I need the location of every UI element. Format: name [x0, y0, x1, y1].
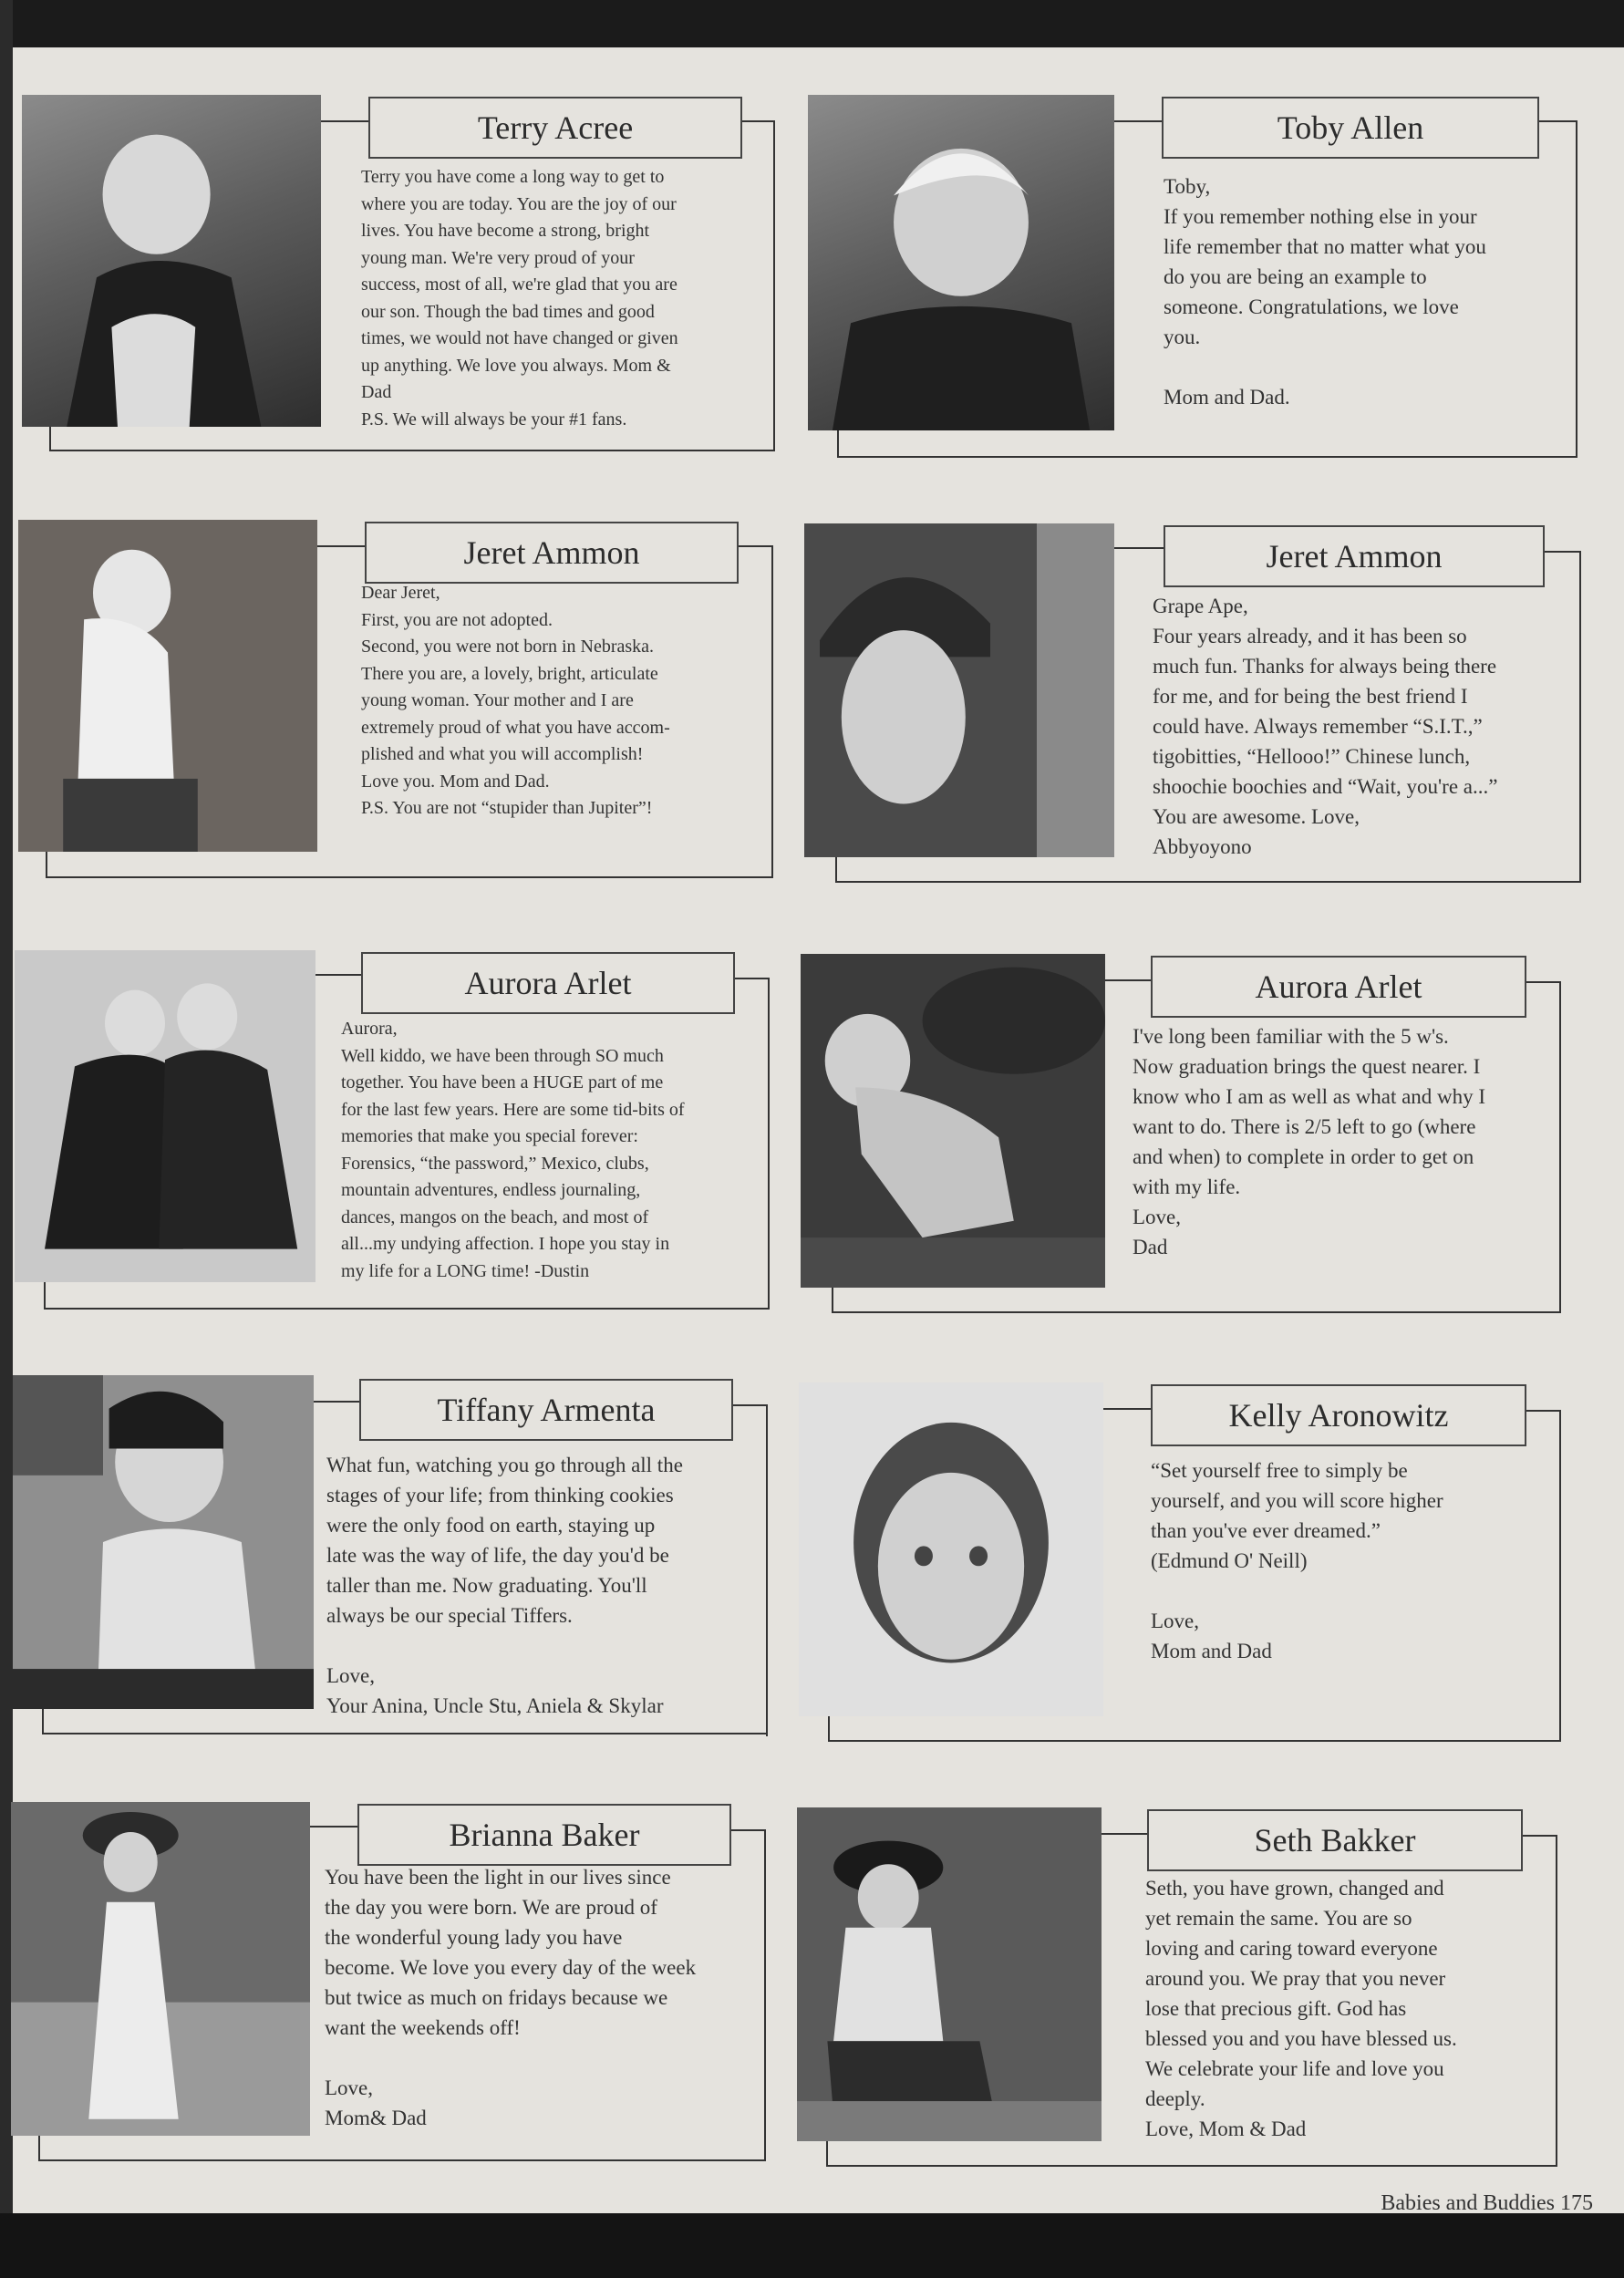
student-name: Kelly Aronowitz — [1228, 1397, 1449, 1434]
bracket-right — [1579, 551, 1581, 883]
bracket-left — [837, 430, 839, 458]
name-box — [357, 1804, 731, 1866]
bracket-right — [1559, 1410, 1561, 1742]
name-box — [1151, 1384, 1526, 1446]
bracket-top — [1537, 120, 1577, 122]
name-box — [365, 522, 739, 584]
bracket-right — [766, 1404, 768, 1736]
bracket-bottom — [44, 1308, 770, 1310]
photo-aurora-arlet-2 — [801, 954, 1105, 1288]
student-name: Brianna Baker — [449, 1817, 640, 1853]
bracket-top — [317, 545, 365, 547]
bracket-top — [731, 1404, 768, 1406]
bracket-top — [1114, 547, 1164, 549]
photo-brianna-baker — [11, 1802, 310, 2136]
bracket-top — [1521, 1835, 1557, 1837]
bracket-left — [828, 1716, 830, 1742]
bracket-top — [1543, 551, 1581, 553]
student-name: Aurora Arlet — [464, 965, 632, 1001]
bracket-left — [44, 1282, 46, 1310]
bracket-top — [1525, 1410, 1561, 1412]
parent-message: Seth, you have grown, changed and yet remain the same. You are so loving and caring toward everyone around you. We pray that you never lose that precious gift. God has blessed you and you have blessed us. We celebrate your life and love you deeply. Love, Mom & Dad — [1145, 1877, 1457, 2140]
parent-message: What fun, watching you go through all the stages of your life; from thinking cookies were the only food on earth, staying up late was the way of life, the day you'd be taller than me. Now graduating. You'll always be our special Tiffers. Love, Your Anina, Uncle Stu, Aniela & Skylar — [326, 1454, 683, 1717]
bracket-top — [737, 545, 773, 547]
student-name: Seth Bakker — [1254, 1822, 1416, 1859]
bracket-top — [1525, 981, 1561, 983]
photo-terry-acree — [22, 95, 321, 427]
photo-toby-allen — [808, 95, 1114, 430]
bracket-bottom — [828, 1740, 1561, 1742]
student-name: Tiffany Armenta — [437, 1392, 656, 1428]
photo-jeret-ammon-2 — [804, 523, 1114, 857]
photo-aurora-arlet-1 — [15, 950, 315, 1282]
bracket-right — [773, 120, 775, 450]
bracket-right — [771, 545, 773, 877]
name-box — [1164, 525, 1545, 587]
bracket-bottom — [42, 1733, 768, 1734]
name-box — [359, 1379, 733, 1441]
bracket-bottom — [835, 881, 1581, 883]
bracket-right — [1576, 120, 1577, 458]
photo-tiffany-armenta — [13, 1375, 314, 1709]
photo-jeret-ammon-1 — [18, 520, 317, 852]
student-name: Aurora Arlet — [1255, 968, 1422, 1005]
bracket-top — [740, 120, 775, 122]
student-name: Jeret Ammon — [1266, 538, 1443, 575]
bracket-right — [1559, 981, 1561, 1313]
parent-message: I've long been familiar with the 5 w's. Now graduation brings the quest nearer. I know who I am as well as what and why I want to do. There is 2/5 left to go (where and when) to complete in order to get on with my life. Love, Dad — [1133, 1025, 1486, 1258]
bracket-top — [733, 978, 770, 979]
bracket-top — [1105, 979, 1151, 981]
bracket-left — [832, 1288, 833, 1313]
parent-message: Dear Jeret, First, you are not adopted. Second, you were not born in Nebraska. There you are, a lovely, bright, articulate young woman. Your mother and I are extremely proud of what you have accom- plished and what you will accomplish! Love you. Mom and Dad. P.S. You are not “stupider than Jupiter”! — [361, 583, 670, 818]
bracket-right — [764, 1829, 766, 2161]
bracket-top — [1103, 1408, 1151, 1410]
bracket-bottom — [837, 456, 1577, 458]
bracket-left — [38, 2136, 40, 2161]
name-box — [1151, 956, 1526, 1018]
bracket-bottom — [38, 2159, 766, 2161]
bracket-top — [1114, 120, 1162, 122]
bracket-left — [46, 852, 47, 877]
photo-seth-bakker — [797, 1807, 1102, 2141]
parent-message: Aurora, Well kiddo, we have been through SO much together. You have been a HUGE part of me for the last few years. Here are some tid-bits of memories that make you special forever: Forensics, “the password,” Mexico, clubs, mountain adventures, endless journaling, dances, mangos on the beach, and most of all...my undying affection. I hope you stay in my life for a LONG time! -Dustin — [341, 1019, 685, 1281]
bracket-bottom — [826, 2165, 1557, 2167]
bracket-left — [826, 2141, 828, 2167]
bracket-top — [310, 1826, 357, 1828]
bracket-top — [729, 1829, 766, 1831]
bracket-right — [1556, 1835, 1557, 2167]
name-box — [368, 97, 742, 159]
bracket-bottom — [832, 1311, 1561, 1313]
parent-message: Toby, If you remember nothing else in your life remember that no matter what you do you are being an example to someone. Congratulations, we love you. Mom and Dad. — [1164, 175, 1486, 409]
student-name: Jeret Ammon — [463, 534, 640, 571]
parent-message: “Set yourself free to simply be yourself, and you will score higher than you've ever dreamed.” (Edmund O' Neill) Love, Mom and Dad — [1151, 1459, 1443, 1662]
bracket-top — [1102, 1833, 1147, 1835]
bracket-bottom — [49, 450, 775, 451]
parent-message: You have been the light in our lives since the day you were born. We are proud of the wonderful young lady you have become. We love you every day of the week but twice as much on fridays because we want the weekends off! Love, Mom& Dad — [325, 1866, 697, 2129]
bracket-top — [314, 1401, 359, 1403]
name-box — [361, 952, 735, 1014]
bracket-top — [321, 120, 368, 122]
bracket-left — [42, 1709, 44, 1734]
bracket-left — [835, 857, 837, 883]
parent-message: Grape Ape, Four years already, and it has been so much fun. Thanks for always being there for me, and for being the best friend I could have. Always remember “S.I.T.,” tigobitties, “Hellooo!” Chinese lunch, shoochie boochies and “Wait, you're a...” You are awesome. Love, Abbyoyono — [1153, 595, 1498, 858]
student-name: Terry Acree — [477, 109, 634, 146]
bracket-top — [315, 974, 361, 976]
photo-kelly-aronowitz — [799, 1382, 1103, 1716]
name-box — [1147, 1809, 1523, 1871]
bracket-bottom — [46, 876, 773, 878]
parent-message: Terry you have come a long way to get to where you are today. You are the joy of our lives. You have become a strong, bright young man. We're very proud of your success, most of all, we're glad that you are our son. Though the bad times and good times, we would not have changed or given up anything. We love you always. Mom & Dad P.S. We will always be your #1 fans. — [361, 167, 678, 430]
name-box — [1162, 97, 1539, 159]
bracket-left — [49, 427, 51, 450]
scan-bottom-border — [0, 2213, 1624, 2278]
student-name: Toby Allen — [1277, 109, 1424, 146]
page-folio: Babies and Buddies 175 — [1381, 2191, 1593, 2215]
